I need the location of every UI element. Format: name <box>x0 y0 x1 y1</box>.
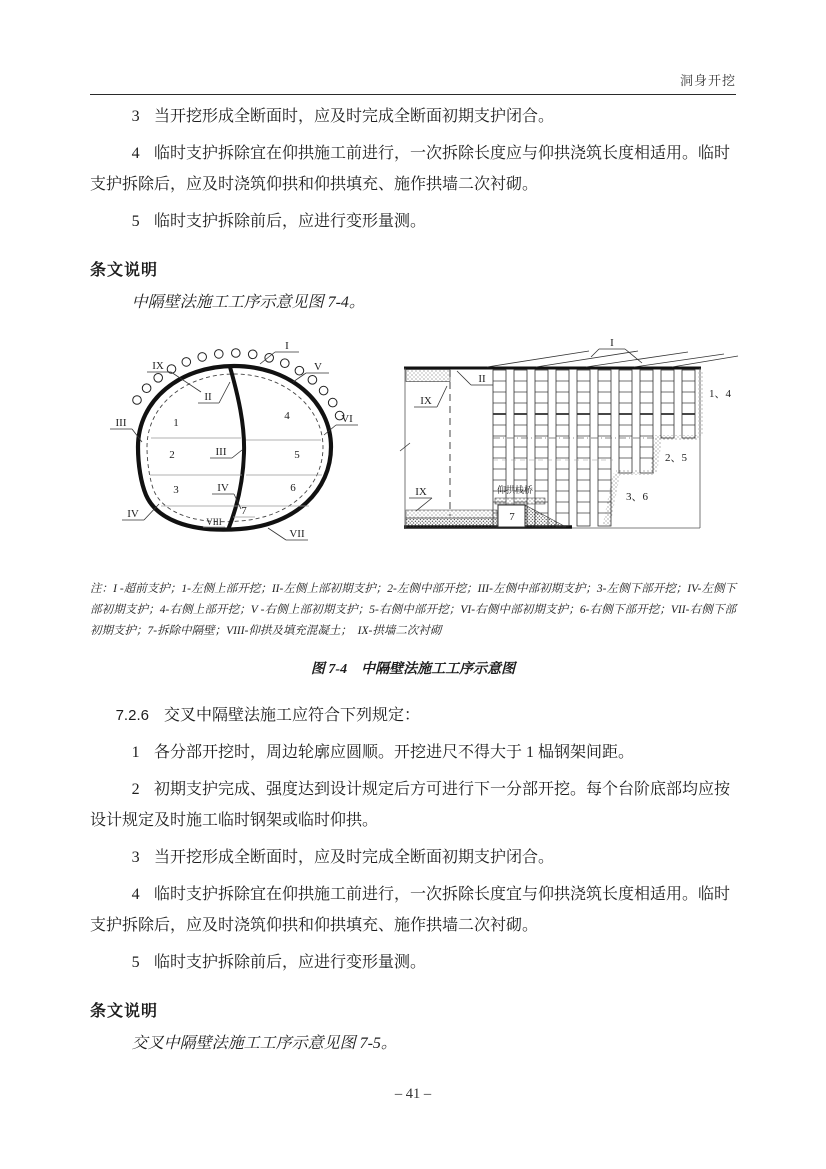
header-rule <box>90 94 736 95</box>
label-bench-1-4: 1、4 <box>709 388 731 400</box>
trestle-deck <box>495 498 545 504</box>
cross-section-diagram <box>110 340 358 540</box>
label-II: II <box>478 373 486 385</box>
clause-number: 4 <box>131 145 140 162</box>
tunnel-inner-dashed-line <box>147 374 323 522</box>
page-number: – 41 – <box>394 1086 432 1102</box>
explanation-text: 交叉中隔壁法施工工序示意见图 7-5。 <box>131 1035 397 1052</box>
page-body <box>90 0 736 1059</box>
label-IX: IX <box>152 360 164 372</box>
invert-concrete-band <box>406 518 497 528</box>
label-bench-3-6: 3、6 <box>626 491 648 503</box>
invert-fill-band <box>406 510 497 518</box>
label-III-outer: III <box>115 417 127 429</box>
clause-number: 1 <box>131 744 140 761</box>
lining-band-top <box>406 370 450 382</box>
running-header: 洞身开挖 <box>679 73 736 88</box>
clause-text: 当开挖形成全断面时，应及时完成全断面初期支护闭合。 <box>153 108 554 125</box>
clause-paragraph <box>90 947 736 978</box>
bench-slope-2 <box>603 473 620 526</box>
label-1: 1 <box>173 417 179 429</box>
clause-726-number: 7.2.6 <box>115 707 149 724</box>
clause-text: 初期支护完成、强度达到设计规定后方可进行下一分部开挖。每个台阶底部均应按设计规定及时施工临时钢架或临时仰拱。 <box>90 781 730 829</box>
clause-text: 各分部开挖时，周边轮廓应圆顺。开挖进尺不得大于 1 榀钢架间距。 <box>153 744 634 761</box>
clause-paragraph <box>90 737 736 768</box>
clause-number: 4 <box>131 886 140 903</box>
bench-slope-1 <box>650 436 662 473</box>
clause-paragraph <box>90 842 736 873</box>
clause-paragraph <box>90 138 736 200</box>
figure-drawing <box>95 330 741 570</box>
label-7: 7 <box>509 511 515 523</box>
trestle-ramp <box>525 505 566 527</box>
clause-number: 2 <box>131 781 140 798</box>
label-V: V <box>314 361 322 373</box>
clause-number: 3 <box>131 849 140 866</box>
forepoling-pipes <box>487 351 738 367</box>
figure-caption: 图 7-4 中隔壁法施工工序示意图 <box>310 662 516 677</box>
clause-text: 临时支护拆除宜在仰拱施工前进行，一次拆除长度宜与仰拱浇筑长度相适用。临时支护拆除后，应及时浇筑仰拱和仰拱填充、施作拱墙二次衬砌。 <box>90 886 730 934</box>
clause-726-text: 交叉中隔壁法施工应符合下列规定： <box>163 707 420 724</box>
clause-number: 5 <box>131 213 140 230</box>
label-3: 3 <box>173 484 179 496</box>
explanation-heading: 条文说明 <box>90 1003 159 1020</box>
clause-number: 5 <box>131 954 140 971</box>
label-IX-bottom: IX <box>415 486 427 498</box>
label-III-wall: III <box>215 446 227 458</box>
clause-text: 临时支护拆除宜在仰拱施工前进行，一次拆除长度应与仰拱浇筑长度相适用。临时支护拆除后，应及时浇筑仰拱和仰拱填充、施作拱墙二次衬砌。 <box>90 145 730 193</box>
label-4: 4 <box>284 410 290 422</box>
label-IX-top: IX <box>420 395 432 407</box>
label-VIII: VIII <box>206 517 222 527</box>
explanation-text: 中隔壁法施工工序示意见图 7-4。 <box>131 294 365 311</box>
clause-text: 当开挖形成全断面时，应及时完成全断面初期支护闭合。 <box>153 849 554 866</box>
clause-paragraph <box>90 774 736 836</box>
label-I: I <box>285 340 289 352</box>
figure-note: 注：I -超前支护；1-左侧上部开挖；II-左侧上部初期支护；2-左侧中部开挖；III-左侧中部初期支护；3-左侧下部开挖；IV-左侧下部初期支护；4-右侧上部开挖；V -右侧上部初期支护；5-右侧中部开挖；VI-右侧中部初期支护；6-右侧下部开挖；VII-右侧下部初期支护；7-拆除中隔壁；VIII-仰拱及填充混凝土； IX-拱墙二次衬砌 <box>90 583 736 637</box>
label-IV-outer: IV <box>127 508 139 520</box>
label-7: 7 <box>241 505 247 517</box>
label-2: 2 <box>169 449 175 461</box>
label-trestle: 仰拱栈桥 <box>497 485 534 495</box>
bench-floor-2 <box>616 470 654 475</box>
label-VII: VII <box>289 528 305 540</box>
bench-face-top <box>698 370 703 436</box>
explanation-heading: 条文说明 <box>90 262 159 279</box>
clause-726-title <box>90 700 736 731</box>
label-bench-2-5: 2、5 <box>665 452 687 464</box>
clause-paragraph <box>90 206 736 237</box>
clause-number: 3 <box>131 108 140 125</box>
profile-diagram <box>400 337 738 528</box>
clause-paragraph <box>90 879 736 941</box>
clause-text: 临时支护拆除前后，应进行变形量测。 <box>153 213 426 230</box>
clause-text: 临时支护拆除前后，应进行变形量测。 <box>153 954 426 971</box>
label-VI: VI <box>341 413 353 425</box>
label-II: II <box>204 391 212 403</box>
label-6: 6 <box>290 482 296 494</box>
clause-paragraph <box>90 101 736 132</box>
label-5: 5 <box>294 449 300 461</box>
label-IV-wall: IV <box>217 482 229 494</box>
label-I: I <box>610 337 614 349</box>
figure-7-4 <box>90 330 736 678</box>
